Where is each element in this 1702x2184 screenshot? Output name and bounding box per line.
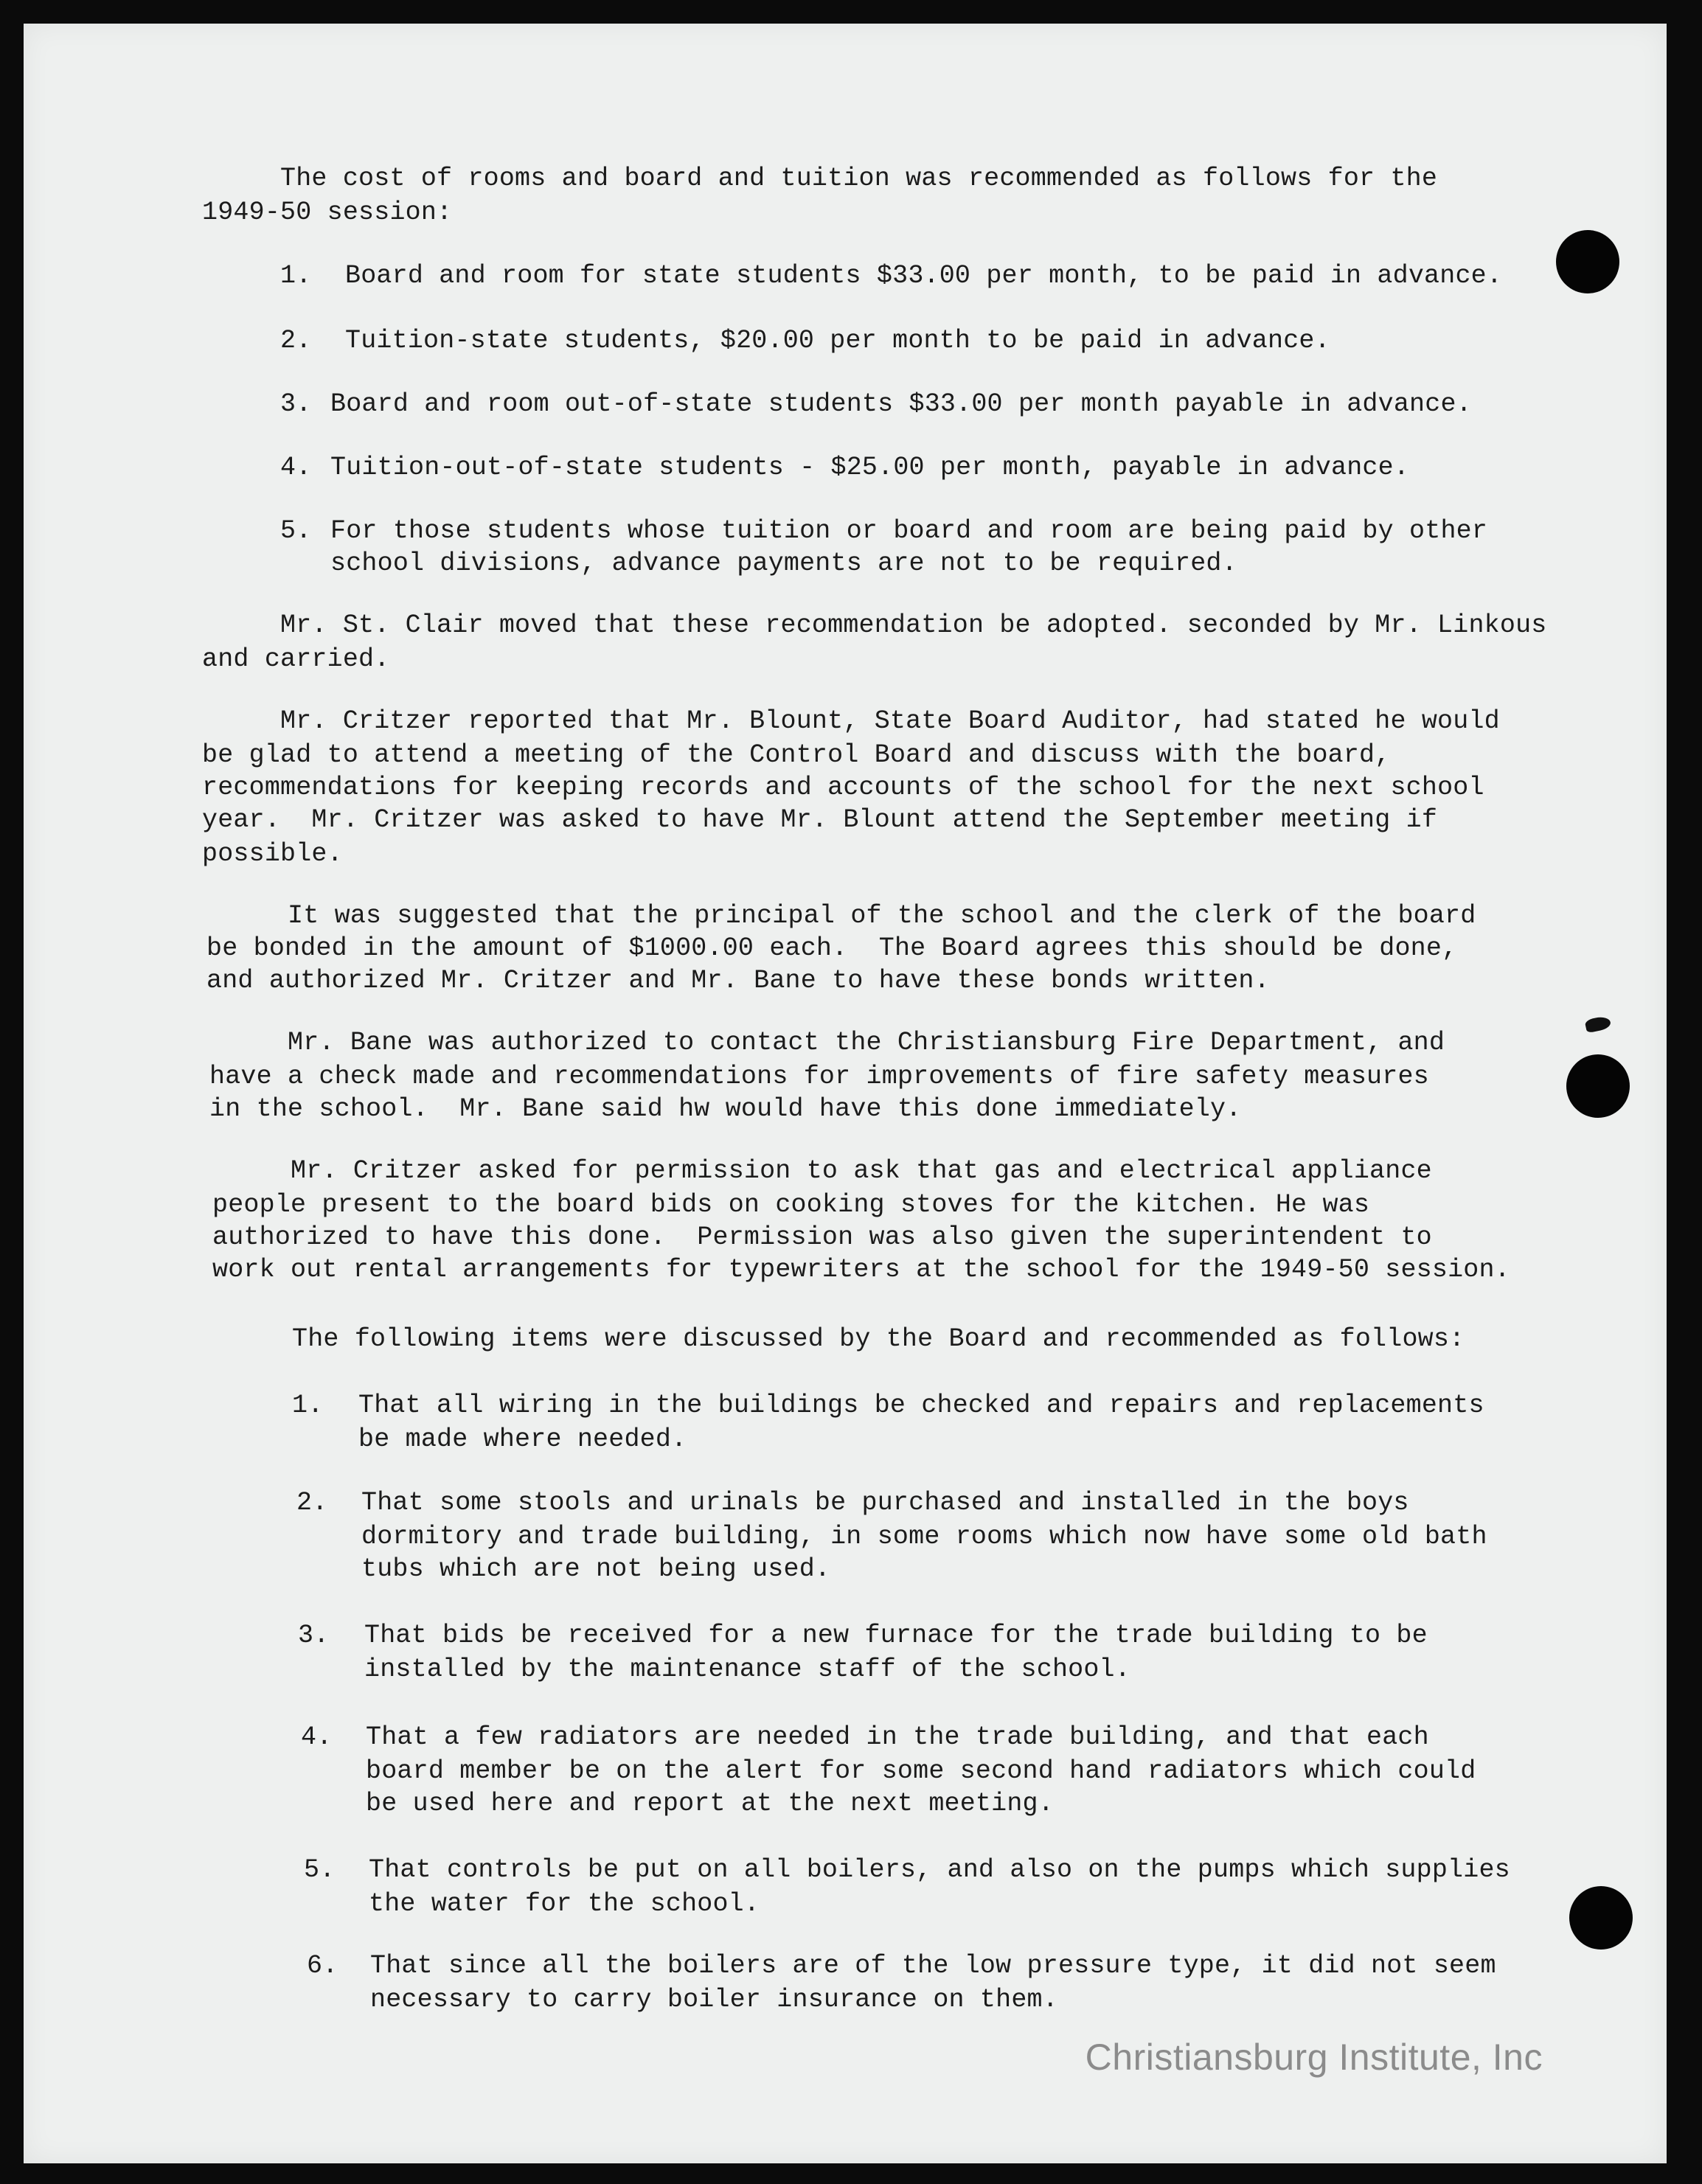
board-item-number: 4. xyxy=(301,1722,333,1752)
board-item-text: board member be on the alert for some second hand radiators which could xyxy=(366,1756,1476,1786)
punch-hole-bottom xyxy=(1569,1886,1633,1950)
board-item-text: That some stools and urinals be purchased and installed in the boys xyxy=(361,1488,1409,1517)
paragraph-line: The following items were discussed by the Board and recommended as follows: xyxy=(292,1324,1465,1354)
paragraph-line: people present to the board bids on cooking stoves for the kitchen. He was xyxy=(212,1190,1370,1220)
board-item-text: necessary to carry boiler insurance on them. xyxy=(370,1985,1058,2014)
paragraph-line: and carried. xyxy=(202,644,390,674)
paragraph-line: year. Mr. Critzer was asked to have Mr. Blount attend the September meeting if xyxy=(202,805,1438,835)
watermark-text: Christiansburg Institute, Inc xyxy=(1085,2037,1543,2078)
cost-item-number: 5. xyxy=(280,516,312,546)
ink-smudge xyxy=(1585,1015,1612,1034)
paragraph-line: have a check made and recommendations for improvements of fire safety measures xyxy=(209,1062,1429,1091)
paragraph-line: be bonded in the amount of $1000.00 each. The Board agrees this should be done, xyxy=(206,933,1458,963)
cost-item-number: 3. xyxy=(280,389,312,419)
board-item-number: 1. xyxy=(292,1391,324,1420)
paragraph-line: Mr. Bane was authorized to contact the Christiansburg Fire Department, and xyxy=(288,1028,1445,1057)
intro-line: The cost of rooms and board and tuition was recommended as follows for the xyxy=(280,164,1438,193)
paragraph-line: recommendations for keeping records and accounts of the school for the next school xyxy=(202,773,1484,802)
cost-item-number: 4. xyxy=(280,453,312,482)
board-item-text: That bids be received for a new furnace for the trade building to be xyxy=(364,1621,1428,1650)
board-item-text: the water for the school. xyxy=(369,1889,760,1919)
board-item-text: be made where needed. xyxy=(358,1425,687,1454)
intro-line: 1949-50 session: xyxy=(202,198,453,227)
board-item-text: installed by the maintenance staff of the school. xyxy=(364,1655,1130,1684)
paragraph-line: Mr. Critzer reported that Mr. Blount, State Board Auditor, had stated he would xyxy=(280,706,1500,736)
cost-item-text: Board and room for state students $33.00 per month, to be paid in advance. xyxy=(345,261,1503,291)
board-item-number: 2. xyxy=(296,1488,328,1517)
board-item-text: That a few radiators are needed in the trade building, and that each xyxy=(366,1722,1429,1752)
paper-sheet xyxy=(24,24,1667,2163)
paragraph-line: work out rental arrangements for typewriters at the school for the 1949-50 session. xyxy=(212,1255,1510,1284)
paragraph-line: Mr. St. Clair moved that these recommendation be adopted. seconded by Mr. Linkous xyxy=(280,611,1547,640)
board-item-number: 6. xyxy=(307,1951,338,1980)
paragraph-line: possible. xyxy=(202,839,343,869)
cost-item-text: Board and room out-of-state students $33.00 per month payable in advance. xyxy=(330,389,1472,419)
punch-hole-top xyxy=(1556,230,1619,293)
board-item-text: tubs which are not being used. xyxy=(361,1554,831,1584)
cost-item-number: 2. xyxy=(280,326,312,355)
board-item-text: dormitory and trade building, in some rooms which now have some old bath xyxy=(361,1522,1487,1551)
board-item-text: That controls be put on all boilers, and also on the pumps which supplies xyxy=(369,1855,1510,1885)
board-item-text: That since all the boilers are of the low pressure type, it did not seem xyxy=(370,1951,1496,1980)
board-item-text: be used here and report at the next meeting. xyxy=(366,1789,1054,1818)
cost-item-text: Tuition-state students, $20.00 per month to be paid in advance. xyxy=(345,326,1330,355)
board-item-text: That all wiring in the buildings be checked and repairs and replacements xyxy=(358,1391,1484,1420)
paragraph-line: be glad to attend a meeting of the Control Board and discuss with the board, xyxy=(202,740,1391,770)
cost-item-text: school divisions, advance payments are not to be required. xyxy=(330,549,1237,578)
paragraph-line: Mr. Critzer asked for permission to ask that gas and electrical appliance xyxy=(291,1156,1432,1186)
cost-item-number: 1. xyxy=(280,261,312,291)
punch-hole-middle xyxy=(1566,1054,1630,1118)
cost-item-text: For those students whose tuition or board and room are being paid by other xyxy=(330,516,1488,546)
paragraph-line: in the school. Mr. Bane said hw would have this done immediately. xyxy=(209,1094,1242,1124)
board-item-number: 3. xyxy=(298,1621,330,1650)
cost-item-text: Tuition-out-of-state students - $25.00 per month, payable in advance. xyxy=(330,453,1410,482)
paragraph-line: authorized to have this done. Permission was also given the superintendent to xyxy=(212,1223,1432,1252)
board-item-number: 5. xyxy=(304,1855,336,1885)
paragraph-line: It was suggested that the principal of the school and the clerk of the board xyxy=(288,901,1476,931)
paragraph-line: and authorized Mr. Critzer and Mr. Bane to have these bonds written. xyxy=(206,966,1270,995)
